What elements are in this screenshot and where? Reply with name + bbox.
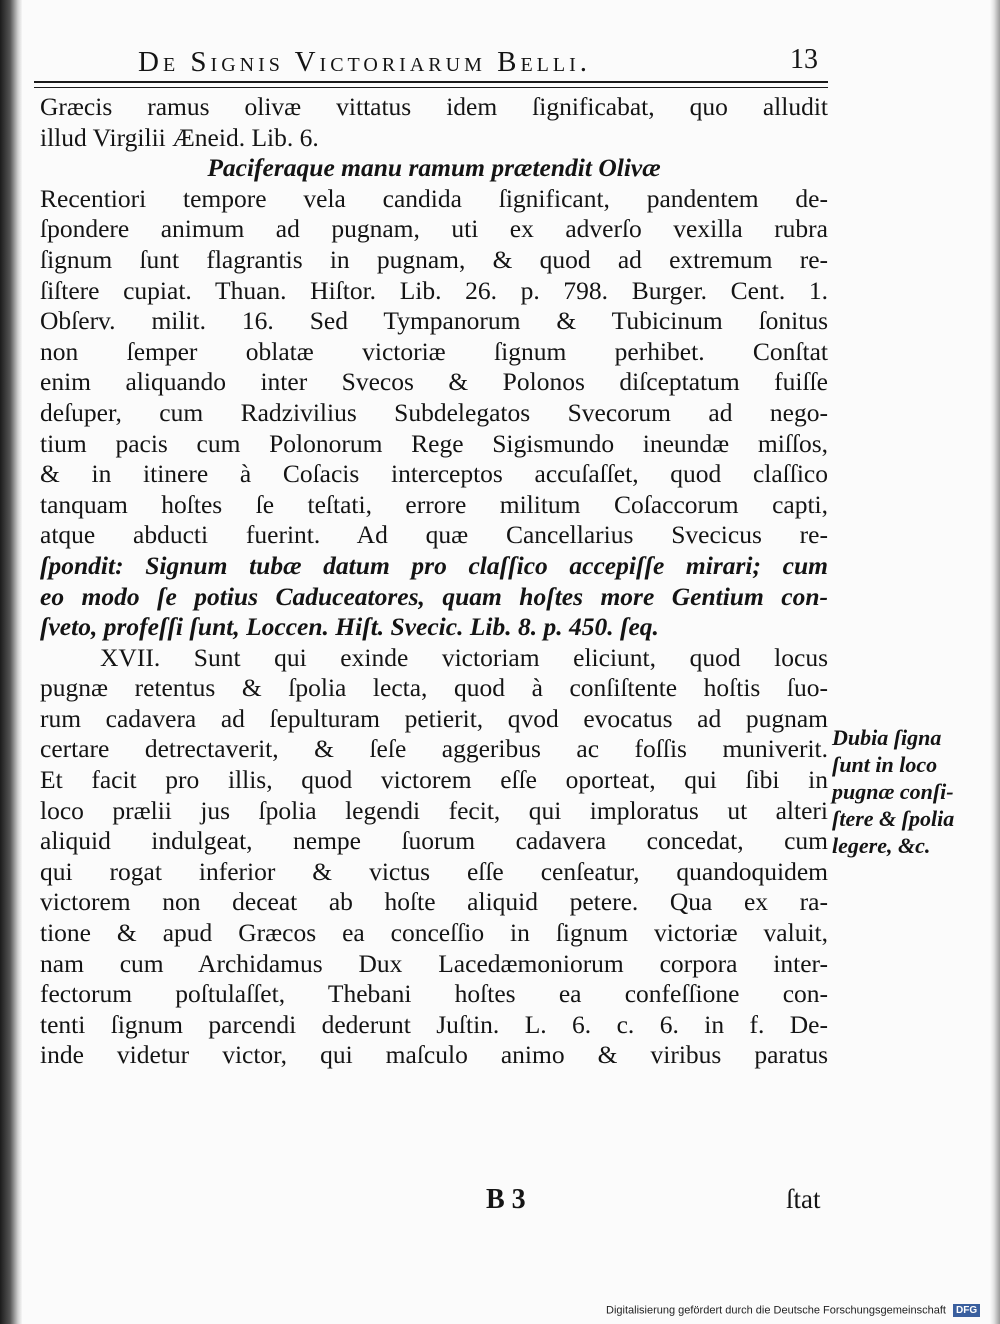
text-line: deſuper, cum Radzivilius Subdelegatos Svecorum ad nego- [40,397,828,427]
text-line: ſiſtere cupiat. Thuan. Hiſtor. Lib. 26. p. 798. Burger. Cent. 1. [40,275,828,305]
signature-mark: B 3 [486,1184,526,1215]
text-line: eo modo ſe potius Caduceatores, quam hoſtes more Gentium con- [40,581,828,611]
text-line: non ſemper oblatæ victoriæ ſignum perhibet. Conſtat [40,336,828,366]
marginal-note-line: Dubia ſigna [832,725,942,750]
text-line: Obſerv. milit. 16. Sed Tympanorum & Tubicinum ſonitus [40,306,828,336]
text-line: Recentiori tempore vela candida ſignificant, pandentem de- [40,183,828,213]
text-line: ſpondit: Signum tubæ datum pro claſſico accepiſſe mirari; cum [40,550,828,580]
text-line: tanquam hoſtes ſe teſtati, errore militum Coſaccorum capti, [40,489,828,519]
header-rule [34,81,828,88]
text-line: tione & apud Græcos ea conceſſio in ſignum victoriæ valuit, [40,918,828,948]
marginal-note-line: ſtere & ſpolia [832,806,955,831]
text-line: enim aliquando inter Svecos & Polonos diſceptatum fuiſſe [40,367,828,397]
text-line: atque abducti fuerint. Ad quæ Cancellarius Svecicus re- [40,520,828,550]
digitization-footer [606,1304,996,1322]
text-line: Græcis ramus olivæ vittatus idem ſignificabat, quo alludit [40,92,828,121]
text-line: ſveto, profeſſi ſunt, Loccen. Hiſt. Svecic. Lib. 8. p. 450. ſeq. [40,612,659,642]
page-header [36,38,826,78]
text-line: pugnæ retentus & ſpolia lecta, quod à conſiſtente hoſtis ſuo- [40,673,828,703]
text-line: nam cum Archidamus Dux Lacedæmoniorum corpora inter- [40,948,828,978]
footer-credit-text: Digitalisierung gefördert durch die Deutsche Forschungsgemeinschaft [606,1304,946,1317]
text-line: ſpondere animum ad pugnam, uti ex adverſo vexilla rubra [40,214,828,244]
text-line: tenti ſignum parcendi dederunt Juſtin. L. 6. c. 6. in f. De- [40,1009,828,1039]
text-line: illud Virgilii Æneid. Lib. 6. [40,122,319,152]
page-number: 13 [790,44,818,75]
dfg-logo: DFG [953,1304,980,1317]
page-gutter-shadow [0,0,22,1324]
catchword: ſtat [786,1184,821,1214]
verse-quotation: Paciferaque manu ramum prætendit Olivæ [207,153,661,183]
text-line: tium pacis cum Polonorum Rege Sigismundo ineundæ miſſos, [40,428,828,458]
text-line: certare detrectaverit, & ſeſe aggeribus ac foſſis muniverit. [40,734,828,764]
text-line: rum cadavera ad ſepulturam petierit, qvod evocatus ad pugnam [40,703,828,733]
text-line: victorem non deceat ab hoſte aliquid petere. Qua ex ra- [40,887,828,917]
text-line: inde videtur victor, qui maſculo animo & viribus paratus [40,1040,828,1070]
body-text [40,92,828,1071]
text-line: & in itinere à Coſacis interceptos accuſaſſet, quod claſſico [40,459,828,489]
marginal-note-line: legere, &c. [832,833,931,858]
text-line: fectorum poſtulaſſet, Thebani hoſtes ea confeſſione con- [40,979,828,1009]
marginal-note [832,724,982,859]
text-line: qui rogat inferior & victus eſſe cenſeatur, quandoquidem [40,856,828,886]
text-line: ſignum ſunt flagrantis in pugnam, & quod ad extremum re- [40,244,828,274]
page-edge-shadow [990,0,1000,1324]
text-line: loco prælii jus ſpolia legendi fecit, qui imploratus ut alteri [40,795,828,825]
text-line: aliquid indulgeat, nempe ſuorum cadavera concedat, cum [40,826,828,856]
section-start-line: XVII. Sunt qui exinde victoriam eliciunt, quod locus [100,642,828,672]
text-line: Et facit pro illis, quod victorem eſſe oporteat, qui ſibi in [40,765,828,795]
marginal-note-line: ſunt in loco [832,752,938,777]
running-title: De Signis Victoriarum Belli. [138,46,591,78]
marginal-note-line: pugnæ conſi- [832,779,954,804]
